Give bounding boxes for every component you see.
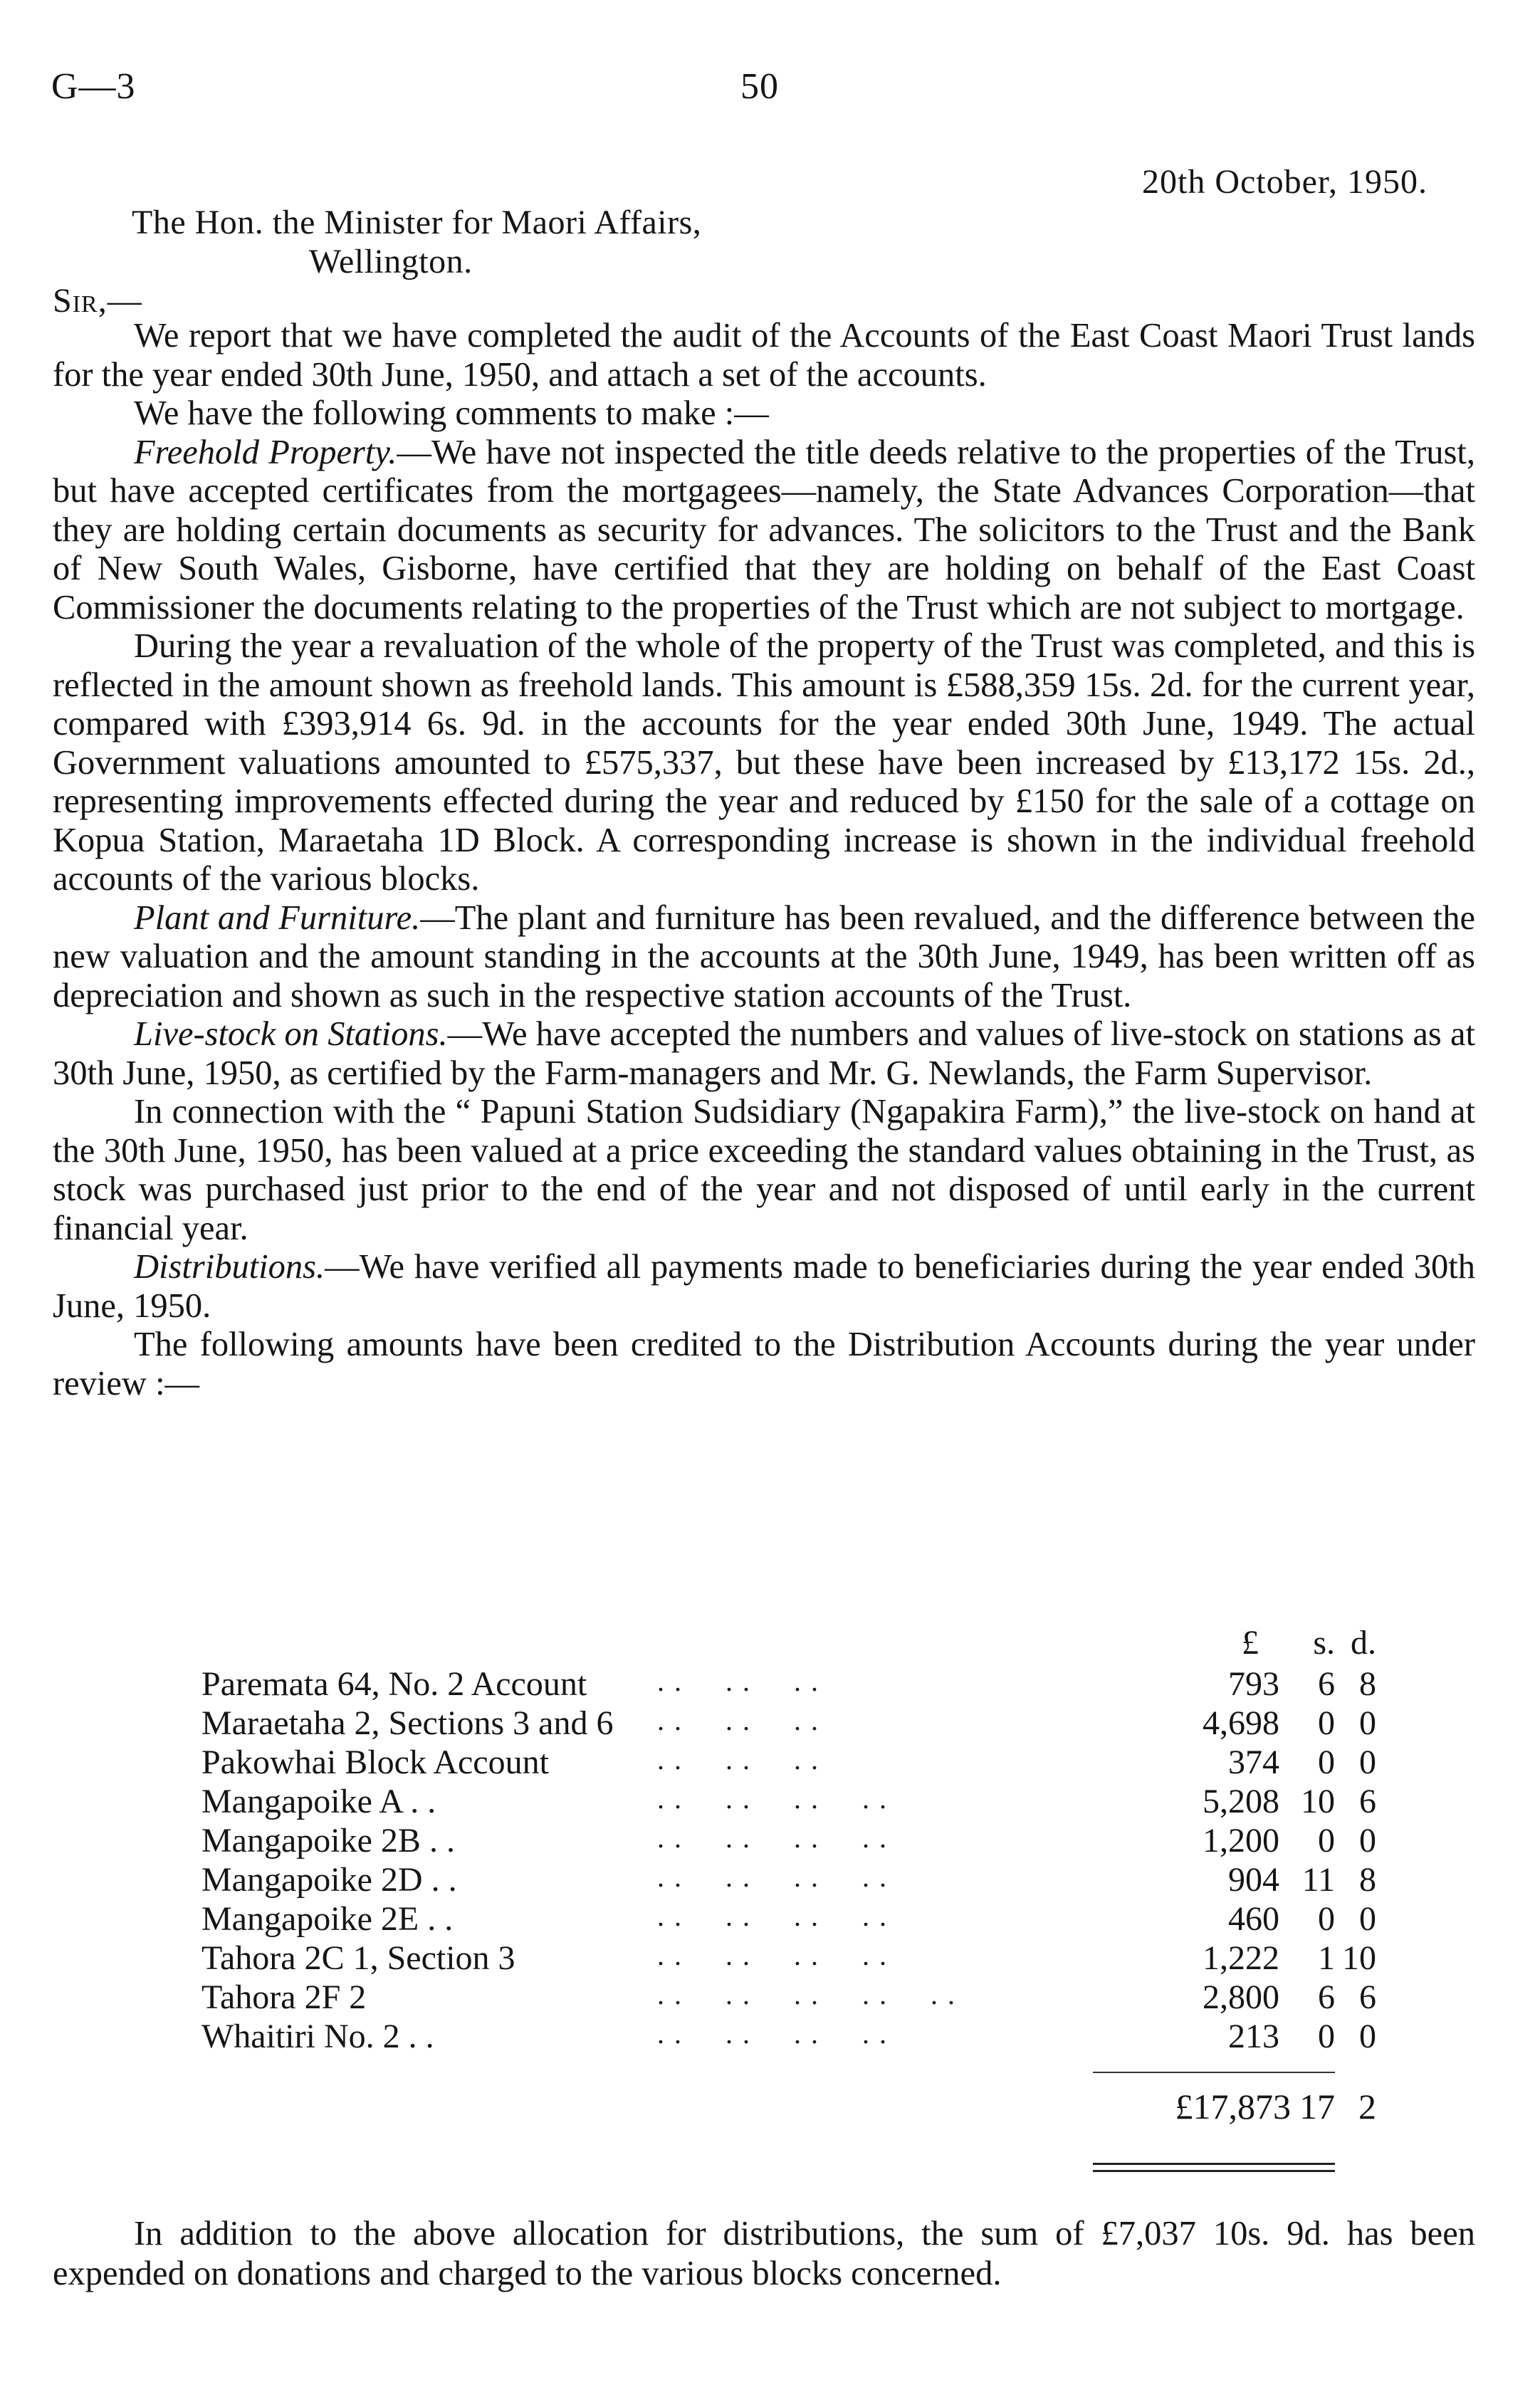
row-pence: 8 — [1359, 1861, 1376, 1899]
row-leader-dots: . . . . . . . . — [657, 1939, 888, 1971]
table-header — [201, 1623, 1426, 1664]
row-pence: 10 — [1342, 1939, 1376, 1977]
paragraph-freehold — [53, 434, 1475, 628]
row-label: Whaitiri No. 2 . . — [201, 2018, 434, 2055]
row-pounds: 374 — [1228, 1743, 1279, 1781]
closing-body — [53, 2214, 1475, 2294]
table-total-row — [201, 2086, 1426, 2129]
table-row — [201, 1704, 1426, 1743]
row-leader-dots: . . . . . . . . . . — [657, 1978, 956, 2010]
row-leader-dots: . . . . . . — [657, 1743, 819, 1776]
total-pence: 2 — [1358, 2087, 1376, 2126]
row-pence: 0 — [1359, 2018, 1376, 2055]
row-pence: 0 — [1359, 1822, 1376, 1860]
table-row — [201, 1743, 1426, 1782]
section-code: G—3 — [51, 66, 136, 107]
row-label: Maraetaha 2, Sections 3 and 6 — [201, 1704, 614, 1742]
row-pounds: 460 — [1228, 1900, 1279, 1938]
total-rule-top — [1093, 2072, 1335, 2073]
row-leader-dots: . . . . . . — [657, 1704, 819, 1736]
total-shillings: 17 — [1299, 2087, 1335, 2126]
paragraph-intro: We report that we have completed the audit of the Accounts of the East Coast Maori Trust lands for the year ended 30th June, 1950, and attach a set of the accounts. — [53, 317, 1475, 394]
row-label: Pakowhai Block Account — [201, 1743, 549, 1781]
total-pounds: £17,873 — [1175, 2087, 1291, 2126]
table-row — [201, 1978, 1426, 2017]
heading-distributions: Distributions. — [134, 1248, 325, 1286]
row-shillings: 6 — [1318, 1665, 1335, 1703]
row-pounds: 793 — [1228, 1665, 1279, 1703]
row-pence: 8 — [1359, 1665, 1376, 1703]
paragraph-plant — [53, 899, 1475, 1016]
table-row — [201, 1939, 1426, 1978]
letter-body — [53, 317, 1475, 1403]
text-livestock: —We have accepted the numbers and values of live-stock on stations as at 30th June, 1950, as certified by the Farm-managers and Mr. G. Newlands, the Farm Supervisor. — [53, 1015, 1475, 1092]
table-row — [201, 2017, 1426, 2056]
paragraph-closing: In addition to the above allocation for distributions, the sum of £7,037 10s. 9d. has been expended on donations and charged to the various blocks concerned. — [53, 2215, 1475, 2292]
table-row — [201, 1821, 1426, 1860]
paragraph-livestock — [53, 1015, 1475, 1093]
table-rows — [201, 1664, 1426, 2056]
paragraph-papuni: In connection with the “ Papuni Station Sudsidiary (Ngapakira Farm),” the live-stock on hand at the 30th June, 1950, has been valued at a price exceeding the standard values obtaining in the Trust, as stock was purchased just prior to the end of the year and not disposed of until early in the current financial year. — [53, 1093, 1475, 1247]
paragraph-distributions — [53, 1248, 1475, 1326]
col-shillings-header: s. — [1313, 1624, 1335, 1662]
recipient-line-1: The Hon. the Minister for Maori Affairs, — [132, 204, 702, 241]
row-pounds: 4,698 — [1203, 1704, 1279, 1742]
row-shillings: 0 — [1318, 1822, 1335, 1860]
row-pence: 6 — [1359, 1978, 1376, 2016]
distribution-table — [201, 1623, 1426, 2056]
table-row — [201, 1860, 1426, 1899]
row-leader-dots: . . . . . . . . — [657, 1900, 888, 1932]
row-label: Paremata 64, No. 2 Account — [201, 1665, 587, 1703]
row-pence: 0 — [1359, 1704, 1376, 1742]
row-pence: 6 — [1359, 1783, 1376, 1820]
row-pounds: 213 — [1228, 2018, 1279, 2055]
row-pounds: 2,800 — [1203, 1978, 1279, 2016]
heading-livestock: Live-stock on Stations. — [134, 1015, 448, 1053]
row-label: Mangapoike A . . — [201, 1783, 436, 1820]
row-label: Mangapoike 2D . . — [201, 1861, 457, 1899]
row-leader-dots: . . . . . . . . — [657, 2018, 888, 2050]
row-pence: 0 — [1359, 1743, 1376, 1781]
row-shillings: 10 — [1301, 1783, 1335, 1820]
row-shillings: 0 — [1318, 1743, 1335, 1781]
row-label: Mangapoike 2B . . — [201, 1822, 455, 1860]
row-label: Tahora 2F 2 — [201, 1978, 367, 2016]
row-shillings: 0 — [1318, 1704, 1335, 1742]
text-distributions: —We have verified all payments made to beneficiaries during the year ended 30th June, 1950. — [53, 1248, 1475, 1325]
paragraph-revaluation: During the year a revaluation of the whole of the property of the Trust was completed, and this is reflected in the amount shown as freehold lands. This amount is £588,359 15s. 2d. for the current year, compared with £393,914 6s. 9d. in the accounts for the year ended 30th June, 1949. The actual Government valuations amounted to £575,337, but these have been increased by £13,172 15s. 2d., representing improvements effected during the year and reduced by £150 for the sale of a cottage on Kopua Station, Maraetaha 1D Block. A corresponding increase is shown in the individual freehold accounts of the various blocks. — [53, 627, 1475, 898]
row-pence: 0 — [1359, 1900, 1376, 1938]
text-plant: —The plant and furniture has been revalued, and the difference between the new valuation and the amount standing in the accounts at the 30th June, 1949, has been written off as depreciation and shown as such in the respective station accounts of the Trust. — [53, 898, 1475, 1014]
table-row — [201, 1664, 1426, 1704]
row-shillings: 0 — [1318, 2018, 1335, 2055]
row-pounds: 1,222 — [1203, 1939, 1279, 1977]
row-pounds: 5,208 — [1203, 1783, 1279, 1820]
row-leader-dots: . . . . . . . . — [657, 1861, 888, 1893]
col-pence-header: d. — [1351, 1624, 1376, 1662]
row-pounds: 904 — [1228, 1861, 1279, 1899]
salutation: Sir,— — [53, 282, 142, 320]
heading-freehold: Freehold Property. — [134, 433, 397, 471]
row-leader-dots: . . . . . . . . — [657, 1783, 888, 1815]
row-shillings: 11 — [1301, 1861, 1335, 1899]
paragraph-comments: We have the following comments to make :— — [134, 394, 769, 432]
row-leader-dots: . . . . . . . . — [657, 1822, 888, 1854]
total-double-rule-2 — [1093, 2170, 1335, 2172]
row-shillings: 1 — [1318, 1939, 1335, 1977]
row-label: Mangapoike 2E . . — [201, 1900, 454, 1938]
total-double-rule-1 — [1093, 2163, 1335, 2165]
text-freehold: —We have not inspected the title deeds relative to the properties of the Trust, but have accepted certificates from the mortgagees—namely, the State Advances Corporation—that they are holding certain documents as security for advances. The solicitors to the Trust and the Bank of New South Wales, Gisborne, have certified that they are holding on behalf of the East Coast Commissioner the documents relating to the properties of the Trust which are not subject to mortgage. — [53, 433, 1475, 626]
table-row — [201, 1782, 1426, 1821]
paragraph-credited: The following amounts have been credited to the Distribution Accounts during the year under review :— — [53, 1326, 1475, 1402]
row-label: Tahora 2C 1, Section 3 — [201, 1939, 515, 1977]
row-shillings: 6 — [1318, 1978, 1335, 2016]
recipient-line-2: Wellington. — [309, 243, 473, 280]
row-pounds: 1,200 — [1203, 1822, 1279, 1860]
row-shillings: 0 — [1318, 1900, 1335, 1938]
table-row — [201, 1899, 1426, 1939]
col-pounds-header: £ — [1242, 1624, 1259, 1662]
row-leader-dots: . . . . . . — [657, 1665, 819, 1697]
heading-plant: Plant and Furniture. — [134, 898, 421, 937]
page-number: 50 — [740, 66, 779, 107]
letter-date: 20th October, 1950. — [1141, 163, 1428, 201]
